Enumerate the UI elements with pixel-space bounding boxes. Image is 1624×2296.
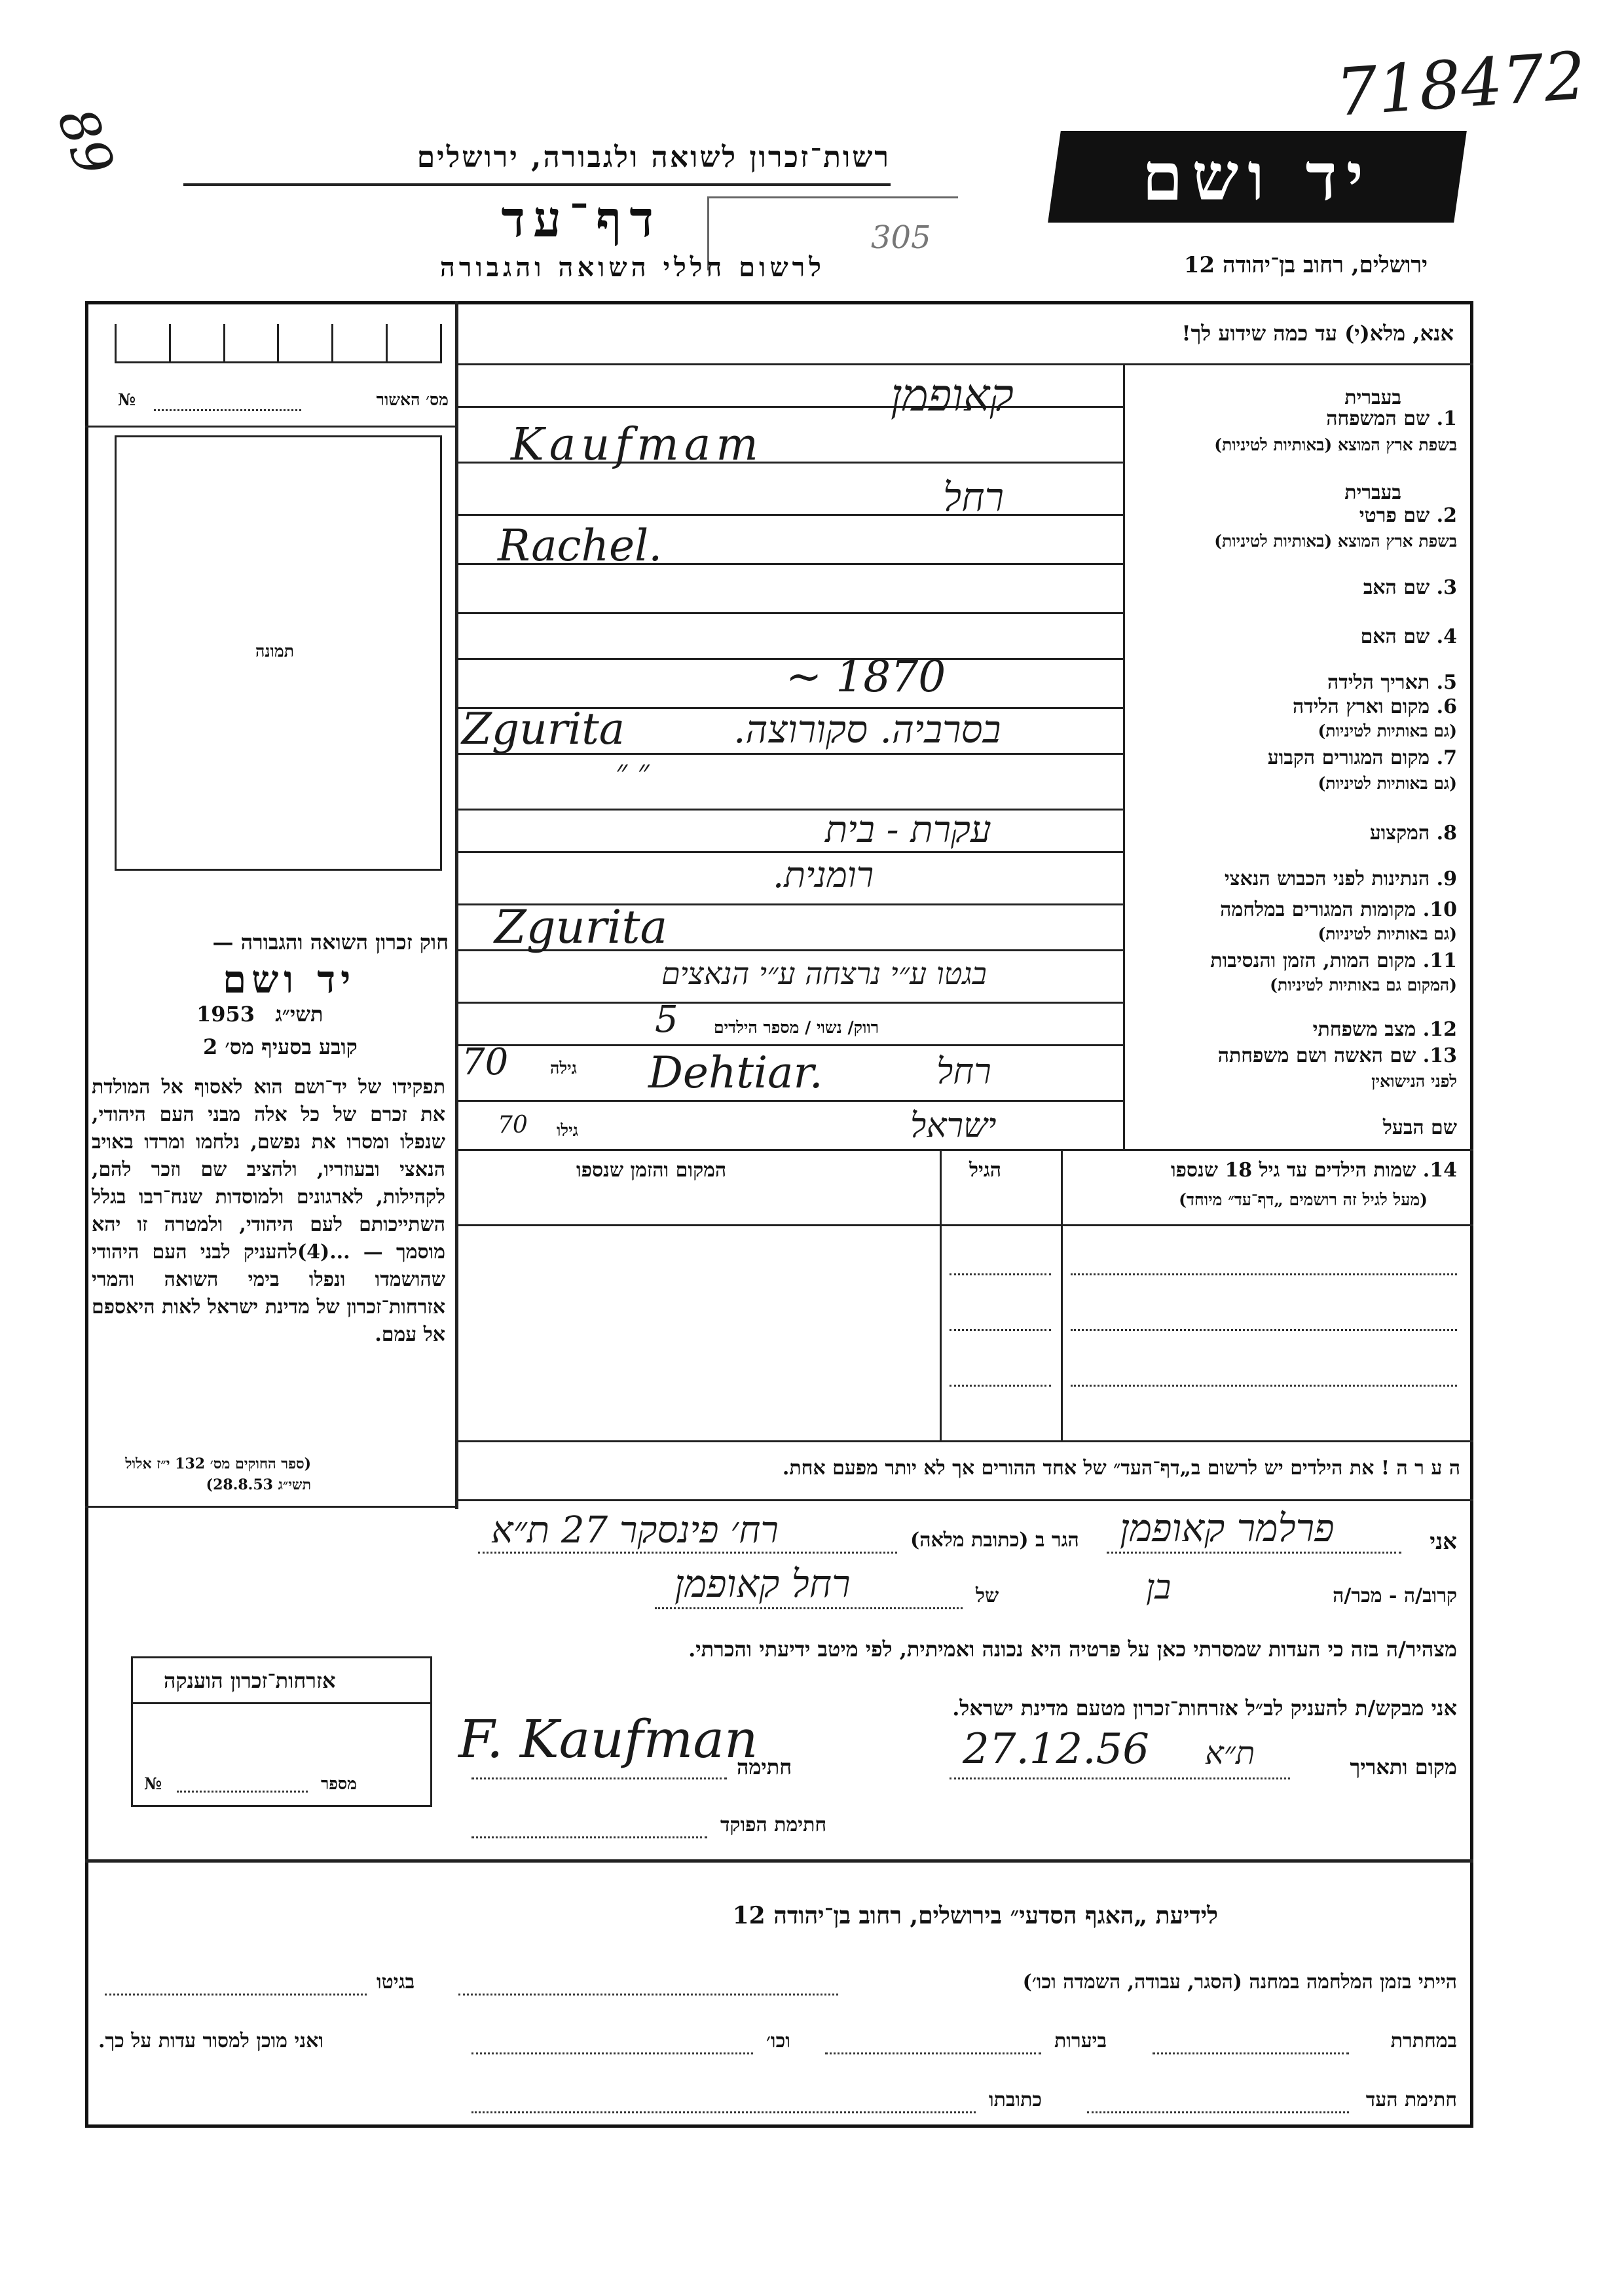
law-citation: (ספר החוקים מס׳ 132 י״ז אלול תשי״ג 28.8.53) [125, 1455, 311, 1493]
honor-no-label: № [144, 1774, 162, 1793]
field-7-label [1268, 746, 1457, 769]
place-date-label: מקום ותאריך [1350, 1755, 1457, 1779]
id-boxes [115, 324, 442, 363]
declaration-statement: מצהיר/ה בזה כי העדות שמסרתי כאן על פרטיה היא נכונה ואמיתית, לפי מיטב ידיעתי והכרתי. [688, 1637, 1457, 1662]
law-year [196, 1002, 323, 1027]
field-5-value: ~ 1870 [786, 651, 946, 702]
marital-options: רווק/ נשוי / מספר הילדים [714, 1018, 879, 1037]
field-2-num: 2. [1436, 504, 1457, 527]
footer-line3-b: כתובתו [989, 2088, 1043, 2111]
footer-line2-a: במחתרת [1390, 2030, 1457, 2052]
declarant-address: רח׳ פינסקר 27 ת״א [491, 1509, 779, 1552]
field-2-value-latin: Rachel. [498, 520, 663, 571]
field-13-num: 13. [1422, 1044, 1457, 1067]
field-2-label [1359, 504, 1457, 527]
field-11-num: 11. [1422, 949, 1457, 972]
field-13-sub: לפני הנישואין [1371, 1072, 1457, 1091]
place-value: ת״א [1205, 1735, 1255, 1772]
honor-number-label: מספר [321, 1774, 357, 1793]
declaration-relative-value: בן [1146, 1568, 1172, 1607]
declaration-request: אני מבקש/ת להעניק לב״ל אזרחות־זכרון מטעם מדינת ישראל. [952, 1696, 1457, 1721]
archive-number: 718472 [1333, 37, 1589, 132]
date-value: 27.12.56 [963, 1725, 1149, 1774]
field-8-name: המקצוע [1369, 822, 1430, 845]
footer-line2-c: וכו׳ [766, 2030, 790, 2052]
children-place-header: המקום והזמן שנספו [576, 1159, 727, 1182]
declaration-i-label: אני [1430, 1529, 1457, 1555]
children-title-text: שמות הילדים עד גיל 18 שנספו [1170, 1159, 1416, 1182]
footer-line3-a: חתימת העד [1365, 2088, 1457, 2111]
logo-text: יד ושם [1142, 138, 1373, 215]
field-1-value-latin: Kaufmam [511, 419, 764, 471]
husband-age: 70 [498, 1112, 528, 1139]
field-9-num: 9. [1436, 867, 1457, 890]
law-text: תפקידו של יד־ושם הוא לאסוף אל המולדת את זכרם של כל אלה מבני העם היהודי, שנפלו ומסרו את נפשם, נלחמו ומרדו באויב הנאצי ובעוזריו, ולהציב שם וזכר להם, לקהילות, לארגונים ולמוסדות שנח־רבו בגלל השתייכותם לעם היהודי, ולמטרה זו יהא מוסמך — ...(4)להעניק לבני העם היהודי שהושמדו ונפלו בימי השואה והמרי אזרחות־זכרון של מדינת ישראל לאות היאספם אל עמם. [92, 1076, 445, 1346]
law-title: חוק זכרון השואה והגבורה — [212, 930, 449, 955]
declaration-resides-label: הגר ב (כתובת מלאה) [910, 1529, 1079, 1552]
field-3-num: 3. [1436, 576, 1457, 599]
note-text: ה ע ר ה ! את הילדים יש לרשום ב„דף־העד״ של אחד ההורים אך לא יותר מפעם אחת. [782, 1457, 1460, 1480]
field-4-label [1361, 625, 1457, 648]
field-2-sub: בשפת ארץ המוצא (באותיות לטיניות) [1214, 532, 1457, 551]
field-5-name: תאריך הלידה [1327, 671, 1430, 694]
field-2-value-heb: רחל [943, 475, 1005, 520]
field-13-value-latin: Dehtiar. [648, 1048, 823, 1098]
field-1-lang: בעברית [1344, 386, 1401, 409]
field-11-name: מקום המות, הזמן והנסיבות [1210, 949, 1416, 972]
field-1-sub: בשפת ארץ המוצא (באותיות לטיניות) [1214, 435, 1457, 454]
field-7-name: מקום המגורים הקבוע [1267, 746, 1430, 769]
form-title: דף־עד [501, 190, 661, 248]
field-4-num: 4. [1436, 625, 1457, 648]
field-10-value: Zgurita [494, 900, 668, 954]
declaration-of-label: של [976, 1584, 999, 1607]
field-8-label [1370, 822, 1457, 845]
field-1-value-heb: קאופמן [891, 370, 1014, 422]
wife-age: 70 [462, 1041, 509, 1084]
children-title [1171, 1159, 1457, 1182]
field-13-name: שם האשה ושם משפחתה [1217, 1044, 1416, 1067]
law-name: יד ושם [223, 957, 356, 1002]
signature-label: חתימה [737, 1755, 792, 1779]
field-6-value-heb: בסרביה. סקורוצה. [733, 707, 1001, 752]
field-6-name: מקום וארץ הלידה [1292, 695, 1430, 718]
field-11-label [1210, 949, 1457, 972]
wife-age-label: גילה [550, 1059, 577, 1078]
field-1-num: 1. [1436, 407, 1457, 430]
law-section: קובע בסעיף מס׳ 2 [203, 1034, 358, 1059]
field-6-value-latin: Zgurita [462, 704, 625, 754]
officer-signature-label: חתימת הפוקד [720, 1813, 827, 1836]
declaration-of-value: רחל קאופמן [674, 1561, 851, 1606]
declarant-name: פרלמר קאופמן [1120, 1506, 1335, 1550]
field-6-label [1293, 695, 1457, 718]
law-year-hebrew: תשי״ג [275, 1002, 323, 1027]
field-8-value: עקרת - בית [825, 809, 991, 851]
field-2-lang: בעברית [1344, 481, 1401, 504]
husband-value: ישראל [910, 1106, 997, 1146]
signature-value: F. Kaufman [458, 1709, 758, 1770]
field-3-name: שם האב [1363, 576, 1430, 599]
field-9-name: הנתינות לפני הכבוש הנאצי [1224, 867, 1430, 890]
intro-text: אנא, מלא(י) עד כמה שידוע לך! [1181, 321, 1454, 346]
field-10-name: מקומות המגורים במלחמה [1220, 898, 1416, 921]
field-12-name: מצב משפחתי [1312, 1018, 1416, 1041]
field-7-num: 7. [1436, 746, 1457, 769]
institution-name: רשות־זכרון לשואה ולגבורה, ירושלים [416, 141, 891, 174]
field-1-label [1326, 407, 1457, 430]
field-11-value: בגטו ע״י נרצחה ע״י הנאצים [661, 956, 987, 991]
field-7-sub: (גם באותיות לטיניות) [1318, 774, 1457, 793]
field-2-name: שם פרטי [1359, 504, 1430, 527]
field-10-sub: (גם באותיות לטיניות) [1318, 924, 1457, 943]
law-year-number: 1953 [196, 1002, 255, 1027]
field-10-num: 10. [1422, 898, 1457, 921]
footer-title: לידיעת „האגף הסדעי״ בירושלים, רחוב בן־יהודה 12 [732, 1902, 1218, 1929]
children-num: 14. [1422, 1159, 1457, 1182]
field-5-label [1327, 671, 1457, 694]
footer-line2-b: ביערות [1054, 2030, 1107, 2052]
field-13-value-heb: רחל [936, 1051, 991, 1092]
honor-title: אזרחות־זכרון הוענקה [164, 1668, 336, 1693]
footer-line1-a: הייתי בזמן המלחמה במחנה (הסגר, עבודה, השמדה וכו׳) [1022, 1971, 1457, 1994]
field-11-sub: (המקום גם באותיות לטיניות) [1270, 975, 1457, 994]
footer-line1-b: בגיטו [377, 1971, 415, 1994]
field-9-label [1225, 867, 1457, 890]
field-6-sub: (גם באותיות לטיניות) [1318, 721, 1457, 740]
field-6-num: 6. [1436, 695, 1457, 718]
form-subtitle: לרשום חללי השואה והגבורה [439, 252, 825, 283]
children-subtitle: (מעל לגיל זה רושמים „דף־עד״ מיוחד) [1179, 1190, 1428, 1209]
field-3-label [1363, 576, 1457, 599]
stamp-number: 305 [871, 219, 931, 256]
field-1-name: שם המשפחה [1326, 407, 1430, 430]
field-8-num: 8. [1436, 822, 1457, 845]
field-5-num: 5. [1436, 671, 1457, 694]
husband-label: שם הבעל [1382, 1116, 1457, 1139]
photo-label: תמונה [255, 642, 294, 661]
field-13-label [1218, 1044, 1457, 1067]
page-number: 89 [45, 100, 126, 184]
yad-vashem-logo [1048, 131, 1467, 223]
certificate-no-label: № [118, 390, 136, 409]
field-4-name: שם האם [1360, 625, 1430, 648]
children-count: 5 [655, 998, 678, 1041]
field-10-label [1220, 898, 1457, 921]
address: ירושלים, רחוב בן־יהודה 12 [1183, 252, 1428, 278]
certificate-label: מס׳ האשור [376, 390, 449, 409]
declaration-relative-label: קרוב/ה - מכר/ה [1333, 1584, 1457, 1607]
husband-age-label: גילו [557, 1121, 578, 1140]
field-9-value: רומנית. [773, 854, 874, 896]
field-12-label [1313, 1018, 1457, 1041]
footer-line2-d: ואני מוכן למסור עדות על כך. [98, 2030, 324, 2052]
field-7-value: ״ ״ [616, 753, 650, 790]
children-age-header: הגיל [969, 1159, 1002, 1182]
field-12-num: 12. [1422, 1018, 1457, 1041]
